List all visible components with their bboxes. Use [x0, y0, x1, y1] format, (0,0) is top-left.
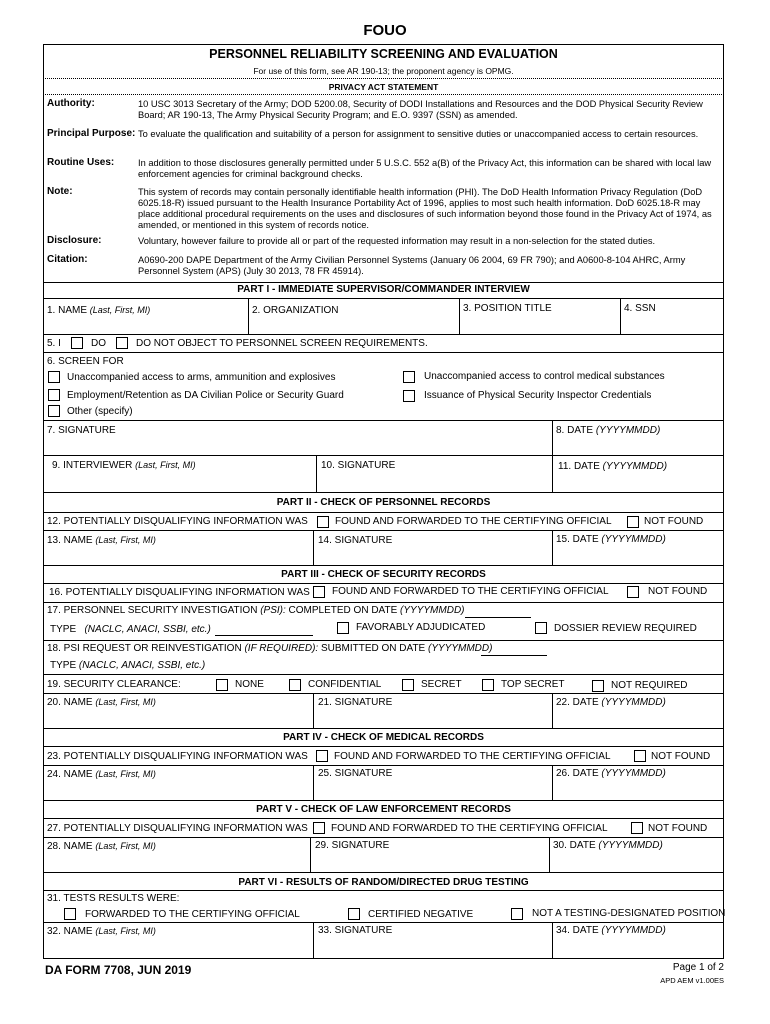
part5-name-label: 28. NAME — [47, 841, 93, 852]
ssn-field[interactable]: 4. SSN — [624, 303, 656, 314]
item18-label — [47, 643, 492, 654]
part2-found-checkbox[interactable] — [317, 516, 329, 528]
part3-name-field[interactable] — [47, 697, 156, 708]
date-field[interactable] — [556, 425, 660, 436]
psi-request-date-line[interactable] — [481, 655, 547, 656]
divider — [43, 420, 724, 421]
form-id: DA FORM 7708, JUN 2019 — [45, 963, 192, 977]
part6-name-field[interactable] — [47, 926, 156, 937]
divider — [43, 693, 724, 694]
item31-label: 31. TESTS RESULTS WERE: — [47, 893, 180, 904]
position-title-field[interactable]: 3. POSITION TITLE — [463, 303, 552, 314]
divider — [43, 282, 724, 283]
part2-name-field[interactable] — [47, 535, 156, 546]
date11-hint: (YYYYMMDD) — [602, 461, 668, 472]
version-label: APD AEM v1.00ES — [660, 976, 724, 985]
part2-name-label: 13. NAME — [47, 535, 93, 546]
part4-name-hint: (Last, First, MI) — [95, 769, 156, 779]
item16-label: 16. POTENTIALLY DISQUALIFYING INFORMATION WAS — [49, 587, 310, 598]
part5-found-checkbox[interactable] — [313, 822, 325, 834]
part2-heading: PART II - CHECK OF PERSONNEL RECORDS — [276, 497, 491, 508]
classification-marking: FOUO — [363, 22, 407, 39]
divider — [43, 674, 724, 675]
do-not-checkbox[interactable] — [116, 337, 128, 349]
clearance-none-checkbox[interactable] — [216, 679, 228, 691]
note-label: Note: — [47, 186, 73, 197]
part5-not-found-checkbox[interactable] — [631, 822, 643, 834]
item5-text: DO NOT OBJECT TO PERSONNEL SCREEN REQUIREMENTS. — [136, 338, 428, 349]
drug-not-designated-checkbox[interactable] — [511, 908, 523, 920]
part4-date-field[interactable] — [556, 768, 666, 779]
do-label: DO — [91, 338, 106, 349]
drug-forwarded-label: FORWARDED TO THE CERTIFYING OFFICIAL — [85, 909, 300, 920]
form-title: PERSONNEL RELIABILITY SCREENING AND EVALUATION — [209, 47, 558, 61]
divider — [43, 78, 724, 79]
type-hint: (NACLC, ANACI, SSBI, etc.) — [84, 624, 211, 635]
form-subtitle: For use of this form, see AR 190-13; the proponent agency is OPMG. — [253, 66, 514, 76]
part4-date-hint: (YYYYMMDD) — [601, 768, 666, 779]
dossier-label: DOSSIER REVIEW REQUIRED — [554, 623, 697, 634]
part6-date-label: 34. DATE — [556, 925, 599, 936]
type-label — [50, 624, 211, 635]
type18-text: TYPE — [50, 660, 77, 671]
part5-name-hint: (Last, First, MI) — [95, 841, 156, 851]
part3-name-label: 20. NAME — [47, 697, 93, 708]
part4-found-label: FOUND AND FORWARDED TO THE CERTIFYING OFFICIAL — [334, 751, 611, 762]
purpose-label: Principal Purpose: — [47, 128, 136, 139]
inspector-checkbox[interactable] — [403, 390, 415, 402]
part4-name-label: 24. NAME — [47, 769, 93, 780]
date11-label: 11. DATE — [558, 461, 600, 472]
divider — [43, 334, 724, 335]
routine-uses-text: In addition to those disclosures generally permitted under 5 U.S.C. 552 a(B) of the Privacy Act, this information can be shared with local law enforcement agencies for criminal background checks. — [138, 158, 712, 179]
name-hint: (Last, First, MI) — [89, 305, 151, 315]
arms-label: Unaccompanied access to arms, ammunition and explosives — [67, 372, 336, 383]
divider — [43, 512, 724, 513]
part4-date-label: 26. DATE — [556, 768, 599, 779]
divider — [43, 837, 724, 838]
part4-not-found-label: NOT FOUND — [651, 751, 711, 762]
clearance-confidential-checkbox[interactable] — [289, 679, 301, 691]
medical-substances-label: Unaccompanied access to control medical substances — [424, 371, 665, 382]
page-number: Page 1 of 2 — [672, 962, 724, 973]
divider — [43, 492, 724, 493]
item17-completed: COMPLETED ON DATE — [288, 605, 398, 616]
clearance-not-required-checkbox[interactable] — [592, 680, 604, 692]
clearance-label: 19. SECURITY CLEARANCE: — [47, 679, 181, 690]
part3-signature-field[interactable]: 21. SIGNATURE — [318, 697, 393, 708]
citation-label: Citation: — [47, 254, 88, 265]
part6-heading: PART VI - RESULTS OF RANDOM/DIRECTED DRUG TESTING — [238, 877, 529, 888]
name-field[interactable] — [47, 305, 150, 316]
divider — [43, 765, 724, 766]
interviewer-field[interactable] — [52, 460, 196, 471]
privacy-act-heading: PRIVACY ACT STATEMENT — [328, 82, 439, 92]
date-hint: (YYYYMMDD) — [595, 425, 661, 436]
item18-date-hint: (YYYYMMDD) — [428, 643, 493, 654]
part4-not-found-checkbox[interactable] — [634, 750, 646, 762]
clearance-none-label: NONE — [235, 679, 264, 690]
other-label: Other (specify) — [67, 406, 133, 417]
signature-field[interactable]: 7. SIGNATURE — [47, 425, 116, 436]
part2-name-hint: (Last, First, MI) — [95, 535, 156, 545]
drug-forwarded-checkbox[interactable] — [64, 908, 76, 920]
part5-not-found-label: NOT FOUND — [648, 823, 708, 834]
part3-date-label: 22. DATE — [556, 697, 599, 708]
clearance-not-required-label: NOT REQUIRED — [611, 680, 688, 691]
interviewer-signature-field[interactable]: 10. SIGNATURE — [321, 460, 396, 471]
item17-label — [47, 605, 465, 616]
divider — [43, 746, 724, 747]
part2-date-field[interactable] — [556, 534, 666, 545]
part5-name-field[interactable] — [47, 841, 156, 852]
item17-date-hint: (YYYYMMDD) — [400, 605, 465, 616]
citation-text: A0690-200 DAPE Department of the Army Civilian Personnel Systems (January 06 2004, 69 FR 790); and A0600-8-104 AHRC, Army Personnel System (APS) (July 30 2013, 78 FR 45914). — [138, 255, 686, 276]
item17-psi: (PSI): — [260, 605, 286, 616]
part4-found-checkbox[interactable] — [316, 750, 328, 762]
divider — [43, 728, 724, 729]
part3-heading: PART III - CHECK OF SECURITY RECORDS — [281, 569, 486, 580]
name-label: 1. NAME — [47, 305, 88, 316]
clearance-top-secret-label: TOP SECRET — [501, 679, 565, 690]
inspector-label: Issuance of Physical Security Inspector Credentials — [424, 390, 652, 401]
divider — [43, 818, 724, 819]
note-text: This system of records may contain personally identifiable health information (PHI). The DoD Health Information Privacy Regulation (DoD 6025.18-R) issued pursuant to the Health Insurance Portability Act of 1996, applies to most such health information. DoD 6025.18-R may place additional procedural requirements on the uses and disclosures of such information beyond those found in the Privacy Act of 1974, as amended, or mentioned in this system of records notice. — [138, 187, 712, 230]
drug-not-designated-label: NOT A TESTING-DESIGNATED POSITION — [532, 908, 726, 919]
part3-not-found-label: NOT FOUND — [648, 586, 708, 597]
part5-date-label: 30. DATE — [553, 840, 596, 851]
part5-found-label: FOUND AND FORWARDED TO THE CERTIFYING OFFICIAL — [331, 823, 608, 834]
drug-negative-label: CERTIFIED NEGATIVE — [368, 909, 474, 920]
divider — [43, 565, 724, 566]
part4-signature-field[interactable]: 25. SIGNATURE — [318, 768, 393, 779]
part2-date-label: 15. DATE — [556, 534, 599, 545]
part6-date-hint: (YYYYMMDD) — [601, 925, 666, 936]
dossier-checkbox[interactable] — [535, 622, 547, 634]
favorably-label: FAVORABLY ADJUDICATED — [356, 622, 486, 633]
part3-found-label: FOUND AND FORWARDED TO THE CERTIFYING OFFICIAL — [332, 586, 609, 597]
part6-signature-field[interactable]: 33. SIGNATURE — [318, 925, 393, 936]
part4-heading: PART IV - CHECK OF MEDICAL RECORDS — [283, 732, 484, 743]
arms-checkbox[interactable] — [48, 371, 60, 383]
part2-not-found-label: NOT FOUND — [644, 516, 704, 527]
divider — [43, 94, 724, 95]
type18-hint: (NACLC, ANACI, SSBI, etc.) — [78, 660, 206, 671]
part6-date-field[interactable] — [556, 925, 666, 936]
police-label: Employment/Retention as DA Civilian Police or Security Guard — [67, 390, 344, 401]
police-checkbox[interactable] — [48, 389, 60, 401]
type18-label — [50, 660, 205, 671]
part3-date-field[interactable] — [556, 697, 666, 708]
part3-date-hint: (YYYYMMDD) — [601, 697, 666, 708]
item23-label: 23. POTENTIALLY DISQUALIFYING INFORMATION WAS — [47, 751, 308, 762]
divider — [43, 890, 724, 891]
part2-signature-field[interactable]: 14. SIGNATURE — [318, 535, 393, 546]
part1-heading: PART I - IMMEDIATE SUPERVISOR/COMMANDER INTERVIEW — [237, 284, 530, 295]
part6-name-hint: (Last, First, MI) — [95, 926, 156, 936]
divider — [43, 602, 724, 603]
clearance-top-secret-checkbox[interactable] — [482, 679, 494, 691]
divider — [43, 800, 724, 801]
part5-heading: PART V - CHECK OF LAW ENFORCEMENT RECORDS — [256, 804, 511, 815]
screen-for-label: 6. SCREEN FOR — [47, 356, 124, 367]
clearance-confidential-label: CONFIDENTIAL — [308, 679, 382, 690]
part3-not-found-checkbox[interactable] — [627, 586, 639, 598]
routine-uses-label: Routine Uses: — [47, 157, 115, 168]
clearance-secret-label: SECRET — [421, 679, 462, 690]
purpose-text: To evaluate the qualification and suitability of a person for assignment to sensitive duties or unaccompanied access to certain resources. — [138, 129, 699, 139]
psi-type-line[interactable] — [215, 635, 313, 636]
psi-date-line[interactable] — [465, 617, 531, 618]
item18-submitted: SUBMITTED ON DATE — [320, 643, 426, 654]
type-text: TYPE — [50, 624, 77, 635]
interviewer-hint: (Last, First, MI) — [135, 460, 196, 470]
date-label: 8. DATE — [556, 425, 594, 436]
part5-date-hint: (YYYYMMDD) — [598, 840, 663, 851]
divider — [43, 455, 724, 456]
divider — [43, 298, 724, 299]
authority-label: Authority: — [47, 98, 95, 109]
part2-found-label: FOUND AND FORWARDED TO THE CERTIFYING OFFICIAL — [335, 516, 612, 527]
drug-negative-checkbox[interactable] — [348, 908, 360, 920]
part4-name-field[interactable] — [47, 769, 156, 780]
part2-not-found-checkbox[interactable] — [627, 516, 639, 528]
item27-label: 27. POTENTIALLY DISQUALIFYING INFORMATION WAS — [47, 823, 308, 834]
part2-date-hint: (YYYYMMDD) — [601, 534, 666, 545]
divider — [43, 640, 724, 641]
divider — [43, 530, 724, 531]
divider — [43, 872, 724, 873]
disclosure-label: Disclosure: — [47, 235, 102, 246]
part6-name-label: 32. NAME — [47, 926, 93, 937]
part5-date-field[interactable] — [553, 840, 663, 851]
favorably-checkbox[interactable] — [337, 622, 349, 634]
divider — [43, 922, 724, 923]
organization-field[interactable]: 2. ORGANIZATION — [252, 305, 339, 316]
divider — [43, 583, 724, 584]
do-checkbox[interactable] — [71, 337, 83, 349]
authority-text: 10 USC 3013 Secretary of the Army; DOD 5200.08, Security of DODI Installations and Resources and the DOD Physical Security Review Board; AR 190-13, The Army Physical Security Program; and E.O. 9397 (SSN) as amended. — [138, 99, 703, 120]
item18-required: (IF REQUIRED): — [244, 643, 319, 654]
divider — [43, 352, 724, 353]
clearance-secret-checkbox[interactable] — [402, 679, 414, 691]
part3-found-checkbox[interactable] — [313, 586, 325, 598]
medical-substances-checkbox[interactable] — [403, 371, 415, 383]
disclosure-text: Voluntary, however failure to provide all or part of the requested information may result in a non-selection for the stated duties. — [138, 236, 656, 246]
item17-text: 17. PERSONNEL SECURITY INVESTIGATION — [47, 605, 258, 616]
interviewer-label: 9. INTERVIEWER — [52, 460, 133, 471]
item5-label: 5. I — [47, 338, 61, 349]
part5-signature-field[interactable]: 29. SIGNATURE — [315, 840, 390, 851]
part3-name-hint: (Last, First, MI) — [95, 697, 156, 707]
item12-label: 12. POTENTIALLY DISQUALIFYING INFORMATION WAS — [47, 516, 308, 527]
item18-text: 18. PSI REQUEST OR REINVESTIGATION — [47, 643, 242, 654]
other-checkbox[interactable] — [48, 405, 60, 417]
interviewer-date-field[interactable] — [558, 461, 667, 472]
